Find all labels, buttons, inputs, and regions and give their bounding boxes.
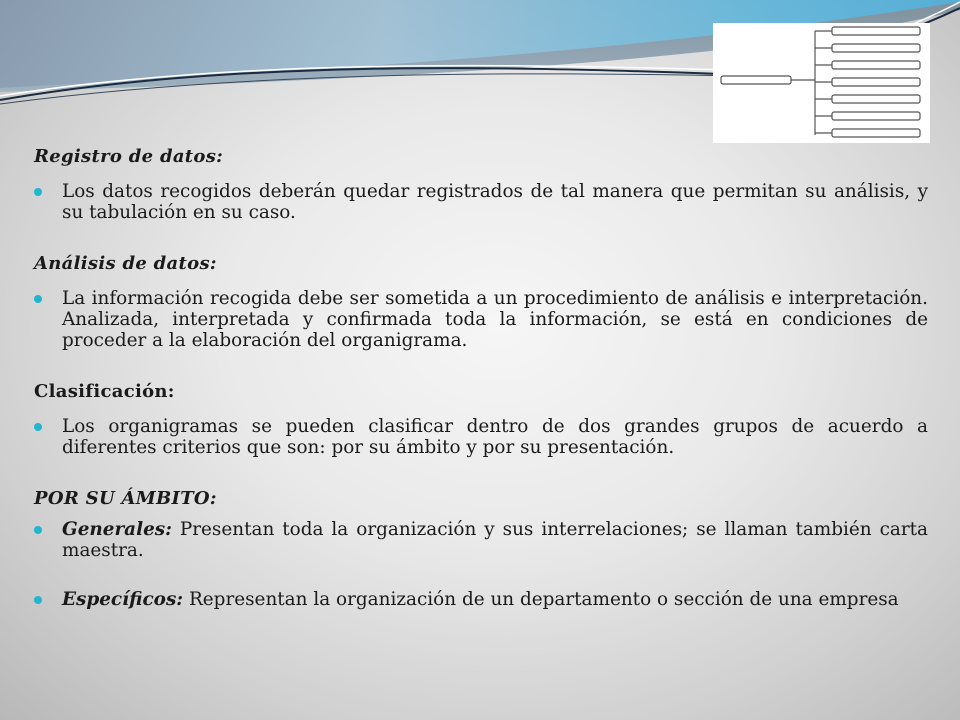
bullet-dot-icon: [34, 526, 42, 534]
org-chart-thumbnail: [713, 23, 930, 143]
bullet-text: Presentan toda la organización y sus interrelaciones; se llaman también carta maestra.: [62, 519, 928, 561]
bullet-term: Generales:: [62, 519, 172, 540]
bullet-text: Representan la organización de un departamento o sección de una empresa: [183, 589, 899, 610]
heading-clasificacion: Clasificación:: [34, 381, 175, 402]
bullet-dot-icon: [34, 596, 42, 604]
bullet-dot-icon: [34, 423, 42, 431]
bullet-text: Los organigramas se pueden clasificar dentro de dos grandes grupos de acuerdo a diferentes criterios que son: por su ámbito y por su presentación.: [62, 416, 928, 458]
bullet-analisis: [34, 288, 928, 351]
heading-registro-de-datos: Registro de datos:: [34, 146, 224, 167]
org-chart-icon: [713, 23, 930, 143]
bullet-text: Los datos recogidos deberán quedar registrados de tal manera que permitan su análisis, y su tabulación en su caso.: [62, 181, 928, 223]
heading-por-su-ambito: POR SU ÁMBITO:: [34, 488, 217, 509]
slide-content: [34, 146, 928, 640]
bullet-generales: [34, 519, 928, 561]
bullet-dot-icon: [34, 295, 42, 303]
bullet-text: La información recogida debe ser sometida a un procedimiento de análisis e interpretación. Analizada, interpretada y confirmada toda la información, se está en condiciones de proceder a la elaboración del organigrama.: [62, 288, 928, 351]
bullet-especificos: [34, 589, 928, 610]
bullet-term: Específicos:: [62, 589, 184, 610]
heading-analisis-de-datos: Análisis de datos:: [34, 253, 217, 274]
bullet-registro: [34, 181, 928, 223]
bullet-clasificacion: [34, 416, 928, 458]
bullet-dot-icon: [34, 188, 42, 196]
